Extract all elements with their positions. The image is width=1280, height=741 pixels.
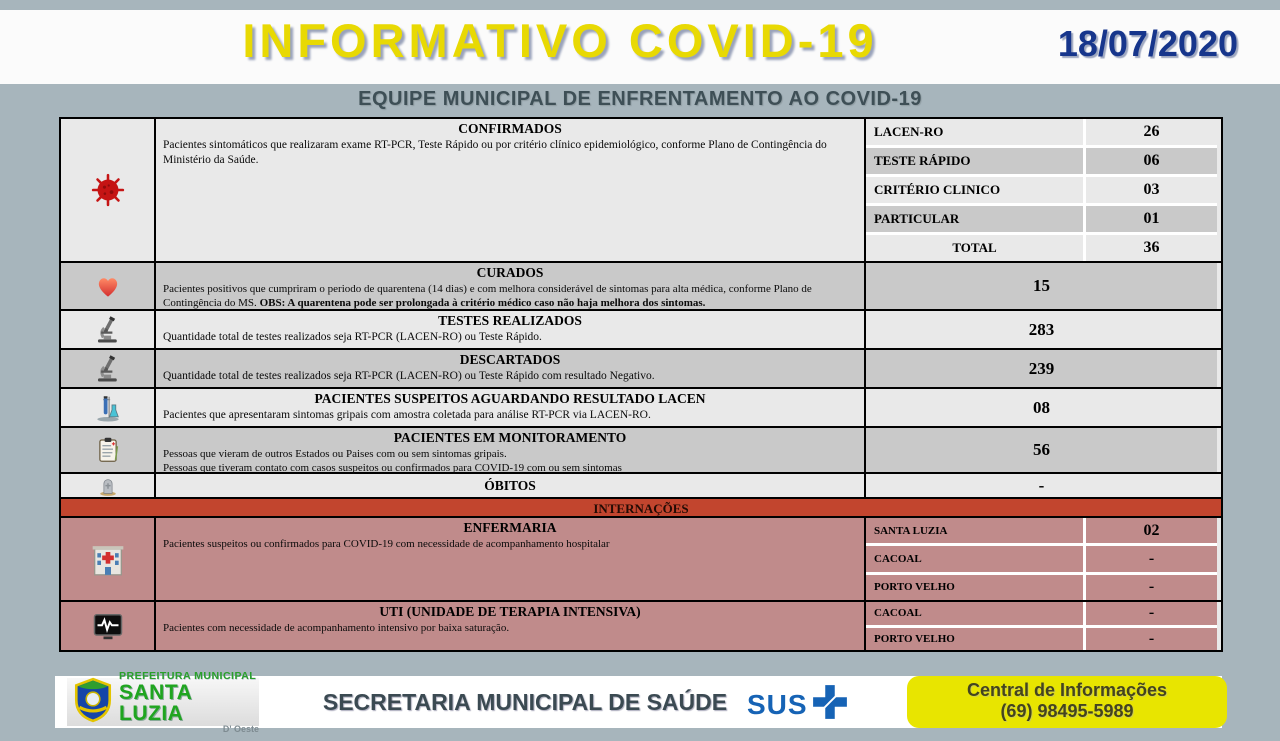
monitoramento-line-2: Pessoas que tiveram contato com casos suspeitos ou confirmados para COVID-19 com ou sem sintomas [163, 462, 622, 475]
hospital-icon [61, 518, 156, 600]
microscope-icon [61, 350, 156, 387]
secretaria-label: SECRETARIA MUNICIPAL DE SAÚDE [322, 689, 728, 715]
logo-line-santa-luzia: SANTA LUZIA [119, 681, 192, 725]
monitoramento-value: 56 [866, 428, 1217, 472]
monitoramento-description-cell [156, 428, 866, 475]
info-box-phone: (69) 98495-5989 [1000, 701, 1134, 721]
breakdown-value: 02 [1143, 521, 1160, 539]
footer-band [55, 670, 1222, 734]
descartados-description: Quantidade total de testes realizados seja RT-PCR (LACEN-RO) ou Teste Rápido com resultado Negativo. [163, 369, 655, 382]
table-row-confirmados [61, 119, 1221, 261]
testes-title: TESTES REALIZADOS [438, 313, 582, 328]
curados-description-obs: OBS: A quarentena pode ser prolongada à critério médico caso não haja melhora dos sintomas. [259, 297, 706, 310]
breakdown-label: PORTO VELHO [866, 628, 1086, 651]
breakdown-value: - [1148, 549, 1155, 567]
breakdown-row-santa-luzia [866, 518, 1217, 543]
enfermaria-description-cell [156, 518, 866, 600]
curados-value: 15 [866, 263, 1217, 309]
testes-value: 283 [866, 311, 1217, 348]
breakdown-value: 03 [1143, 181, 1160, 198]
descartados-title: DESCARTADOS [459, 352, 561, 367]
table-row-obitos [61, 472, 1221, 497]
report-date: 18/07/2020 [1057, 23, 1238, 64]
ekg-monitor-icon [61, 602, 156, 650]
covid-data-table [59, 117, 1223, 652]
city-shield-icon [71, 677, 115, 728]
suspeitos-description: Pacientes que apresentaram sintomas gripais com amostra coletada para análise RT-PCR via LACEN-RO. [163, 408, 651, 421]
breakdown-row-particular [866, 203, 1217, 232]
info-box [907, 676, 1227, 728]
breakdown-label: PORTO VELHO [866, 575, 1086, 600]
breakdown-label: SANTA LUZIA [866, 518, 1086, 543]
curados-description-regular: Pacientes positivos que cumpriram o periodo de quarentena (14 dias) e com melhora considerável de sintomas para alta médica, conforme Plano de Contingência do MS. [163, 282, 812, 310]
enfermaria-breakdown-table [866, 518, 1217, 600]
table-row-enfermaria [61, 516, 1221, 600]
breakdown-row-cacoal [866, 543, 1217, 571]
breakdown-row-teste-rapido [866, 145, 1217, 174]
confirmados-description-cell [156, 119, 866, 261]
breakdown-row-cacoal [866, 602, 1217, 625]
descartados-value: 239 [866, 350, 1217, 387]
breakdown-label: LACEN-RO [866, 119, 1086, 145]
curados-description-cell [156, 263, 866, 309]
obitos-description-cell [156, 474, 866, 497]
breakdown-row-lacen [866, 119, 1217, 145]
monitoramento-line-1: Pessoas que vieram de outros Estados ou Paises com ou sem sintomas gripais. [163, 447, 507, 460]
breakdown-label: CACOAL [866, 602, 1086, 625]
breakdown-value: - [1148, 629, 1155, 647]
breakdown-label: CRITÉRIO CLINICO [866, 177, 1086, 203]
confirmados-title: CONFIRMADOS [458, 121, 562, 136]
testes-description-cell [156, 311, 866, 348]
microscope-icon [61, 311, 156, 348]
table-row-suspeitos [61, 387, 1221, 426]
testes-description: Quantidade total de testes realizados seja RT-PCR (LACEN-RO) ou Teste Rápido. [163, 330, 542, 343]
table-row-curados [61, 261, 1221, 309]
table-row-uti [61, 600, 1221, 650]
prefeitura-logo-text [119, 670, 259, 734]
logo-line-doeste: D' Oeste [222, 724, 259, 734]
tombstone-icon [61, 474, 156, 497]
heart-icon [61, 263, 156, 309]
monitoramento-title: PACIENTES EM MONITORAMENTO [393, 430, 627, 445]
clipboard-icon [61, 428, 156, 472]
uti-breakdown-table [866, 602, 1217, 650]
page-subtitle: EQUIPE MUNICIPAL DE ENFRENTAMENTO AO COVID-19 [358, 88, 922, 110]
breakdown-label: TOTAL [866, 235, 1086, 261]
breakdown-value: - [1148, 604, 1155, 622]
breakdown-row-total [866, 232, 1217, 261]
breakdown-value: 36 [1143, 239, 1160, 256]
descartados-description-cell [156, 350, 866, 387]
enfermaria-description: Pacientes suspeitos ou confirmados para COVID-19 com necessidade de acompanhamento hospitalar [163, 537, 610, 550]
breakdown-value: 06 [1143, 152, 1160, 169]
breakdown-row-porto-velho [866, 625, 1217, 651]
breakdown-row-porto-velho [866, 572, 1217, 600]
uti-description-cell [156, 602, 866, 650]
enfermaria-title: ENFERMARIA [463, 520, 557, 535]
logo-line-prefeitura: PREFEITURA MUNICIPAL [119, 670, 257, 682]
sus-label: SUS [747, 688, 808, 720]
suspeitos-description-cell [156, 389, 866, 426]
breakdown-row-criterio-clinico [866, 174, 1217, 203]
lab-tubes-icon [61, 389, 156, 426]
obitos-value: - [866, 474, 1217, 497]
breakdown-label: CACOAL [866, 546, 1086, 571]
sus-cross-icon [811, 683, 849, 726]
table-row-testes-realizados [61, 309, 1221, 348]
breakdown-value: 01 [1143, 210, 1160, 227]
breakdown-value: 26 [1143, 123, 1160, 140]
confirmados-description: Pacientes sintomáticos que realizaram exame RT-PCR, Teste Rápido ou por critério clínico epidemiológico, conforme Plano de Contingência do Ministério da Saúde. [163, 138, 827, 166]
table-row-monitoramento [61, 426, 1221, 475]
table-row-descartados [61, 348, 1221, 387]
page-title: INFORMATIVO COVID-19 [242, 14, 878, 67]
sus-logo [747, 683, 849, 726]
internacoes-banner: INTERNAÇÕES [61, 497, 1221, 516]
obitos-title: ÓBITOS [484, 477, 536, 493]
breakdown-label: PARTICULAR [866, 206, 1086, 232]
curados-title: CURADOS [476, 265, 544, 280]
uti-description: Pacientes com necessidade de acompanhamento intensivo por baixa saturação. [163, 621, 510, 634]
suspeitos-value: 08 [866, 389, 1217, 426]
uti-title: UTI (UNIDADE DE TERAPIA INTENSIVA) [379, 604, 641, 619]
prefeitura-logo [67, 670, 259, 734]
breakdown-value: - [1148, 578, 1155, 596]
virus-icon [61, 119, 156, 261]
suspeitos-title: PACIENTES SUSPEITOS AGUARDANDO RESULTADO LACEN [314, 391, 706, 406]
info-box-title: Central de Informações [966, 680, 1168, 700]
curados-description [163, 282, 857, 311]
breakdown-label: TESTE RÁPIDO [866, 148, 1086, 174]
confirmados-breakdown-table [866, 119, 1217, 261]
